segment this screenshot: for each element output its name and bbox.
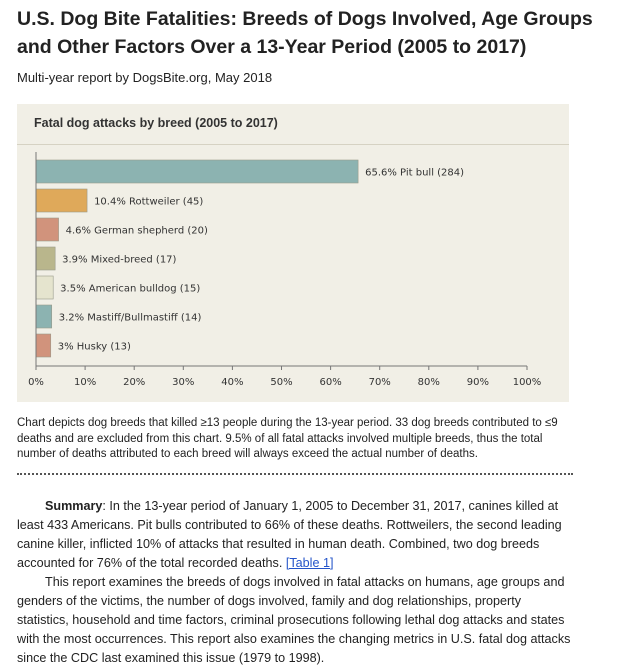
- bar-label: 3.2% Mastiff/Bullmastiff (14): [58, 312, 202, 324]
- x-tick-label: 30%: [172, 377, 195, 388]
- x-tick-label: 40%: [221, 377, 244, 388]
- x-tick-label: 90%: [466, 377, 490, 388]
- report-byline: Multi-year report by DogsBite.org, May 2018: [17, 70, 273, 85]
- x-tick-label: 0%: [28, 377, 44, 388]
- bar-mixed-breed: [36, 247, 55, 270]
- bar-husky: [36, 334, 51, 357]
- bar-mastiff-bullmastiff: [36, 305, 52, 328]
- bar-rottweiler: [36, 189, 87, 212]
- bar-label: 65.6% Pit bull (284): [365, 167, 465, 179]
- chart-title: Fatal dog attacks by breed (2005 to 2017): [34, 116, 278, 130]
- x-tick-label: 70%: [368, 377, 391, 388]
- bar-american-bulldog: [36, 276, 53, 299]
- x-tick-label: 60%: [319, 377, 342, 388]
- x-tick-label: 10%: [73, 377, 97, 388]
- x-tick-label: 100%: [512, 377, 542, 388]
- bar-label: 3.9% Mixed-breed (17): [62, 254, 177, 266]
- x-tick-label: 80%: [417, 377, 440, 388]
- chart-caption: Chart depicts dog breeds that killed ≥13 people during the 13-year period. 33 dog breeds contributed to ≤9 deaths and are excluded from this chart. 9.5% of all fatal attacks involved multiple breeds, thus the total number of deaths attributed to each breed will always exceed the actual number of deaths.: [17, 417, 558, 460]
- chart-panel: [17, 104, 569, 402]
- summary-paragraph: [17, 497, 573, 573]
- bar-label: 10.4% Rottweiler (45): [94, 196, 204, 208]
- x-tick-label: 20%: [123, 377, 146, 388]
- table-1-link[interactable]: [Table 1]: [285, 556, 334, 570]
- bar-label: 3% Husky (13): [57, 341, 131, 353]
- page-title: U.S. Dog Bite Fatalities: Breeds of Dogs Involved, Age Groups and Other Factors Over a 13-Year Period (2005 to 2017): [17, 8, 593, 58]
- summary-lead: Summary: [45, 499, 103, 513]
- bar-label: 3.5% American bulldog (15): [60, 283, 201, 295]
- summary-text: : In the 13-year period of January 1, 2005 to December 31, 2017, canines killed at least 433 Americans. Pit bulls contributed to 66% of these deaths. Rottweilers, the second leading canine killer, inflicted 10% of attacks that resulted in human death. Combined, two dog breeds accounted for 76% of the total recorded deaths.: [17, 499, 562, 570]
- section-divider: [17, 473, 573, 475]
- bar-german-shepherd: [36, 218, 59, 241]
- bar-pit-bull: [36, 160, 358, 183]
- bar-label: 4.6% German shepherd (20): [65, 225, 208, 237]
- x-tick-label: 50%: [270, 377, 293, 388]
- summary-section: [17, 497, 573, 668]
- scope-paragraph: This report examines the breeds of dogs involved in fatal attacks on humans, age groups and genders of the victims, the number of dogs involved, family and dog relationships, property statistics, household and time factors, criminal prosecutions following lethal dog attacks and states with the most occurrences. This report also examines the changing metrics in U.S. fatal dog attacks since the CDC last examined this issue (1979 to 1998).: [17, 575, 571, 665]
- bar-chart: [17, 104, 569, 402]
